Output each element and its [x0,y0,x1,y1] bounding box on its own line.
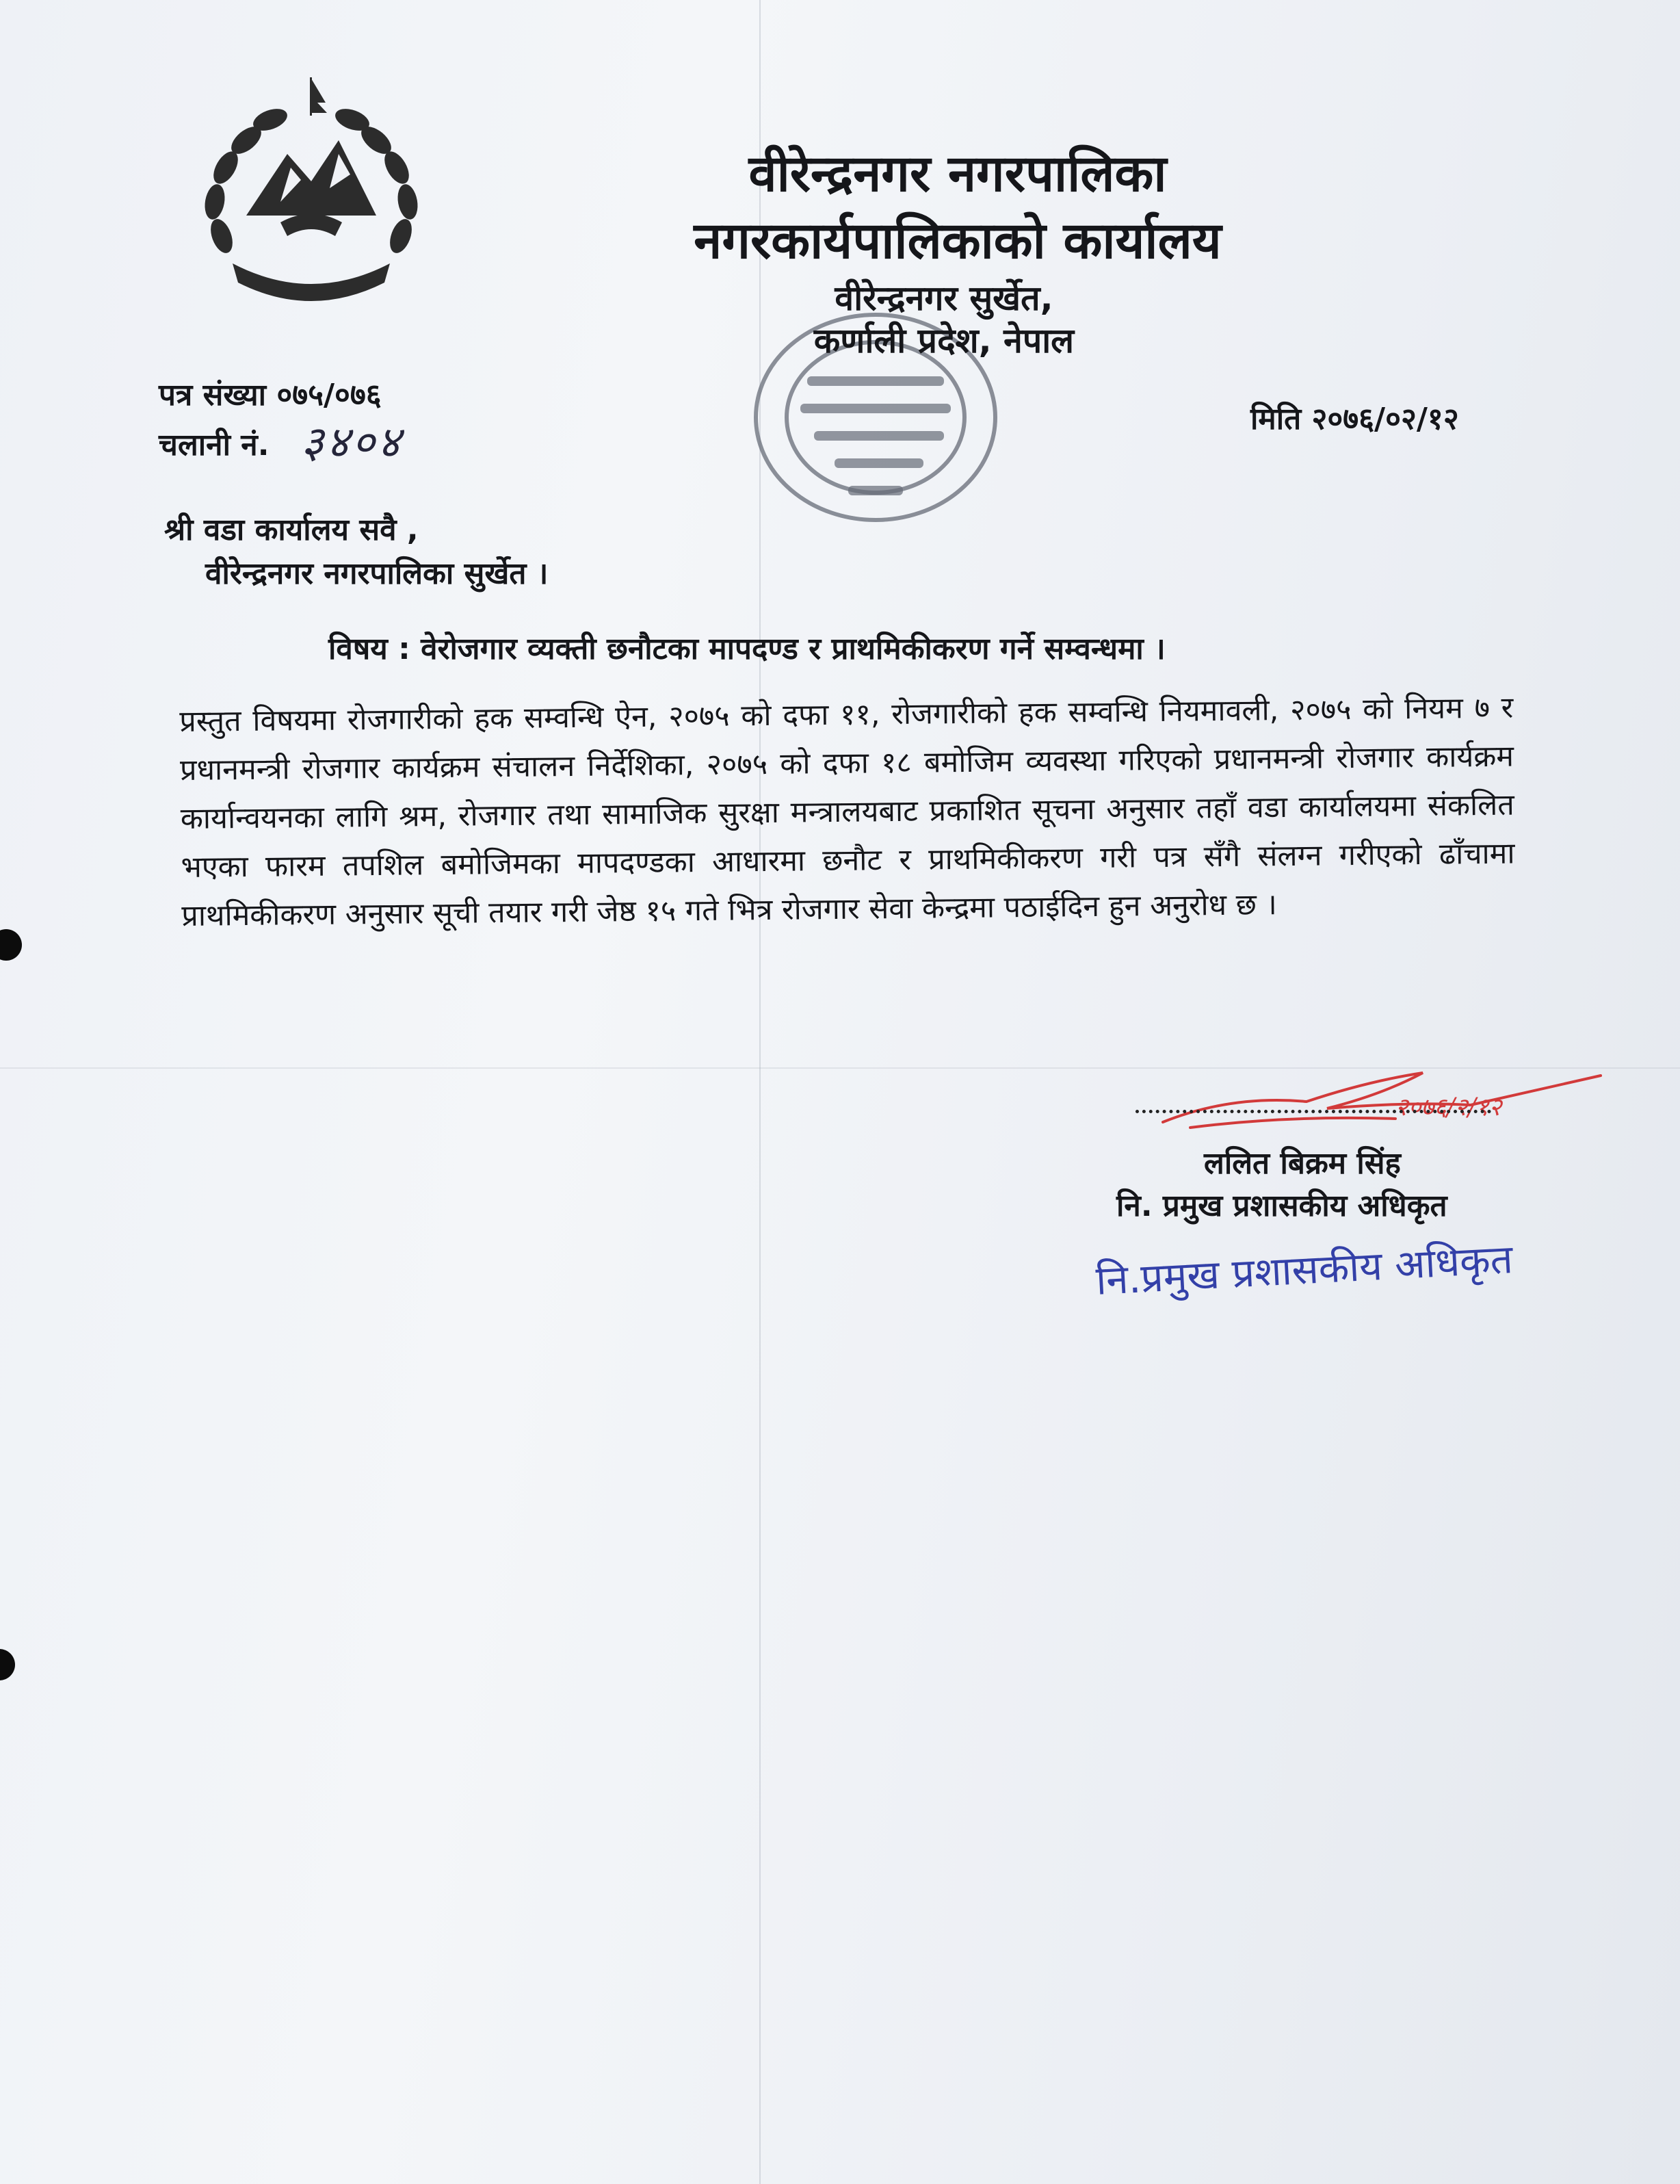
recipient-line1: श्री वडा कार्यालय सवै , [164,512,419,547]
letter-date [1250,397,1459,438]
designation-stamp: नि.प्रमुख प्रशासकीय अधिकृत [1094,1236,1514,1304]
signatory-title: नि. प्रमुख प्रशासकीय अधिकृत [1116,1188,1447,1223]
letter-number [159,373,382,414]
handwritten-signature [1149,1067,1628,1143]
subject-line [328,627,1166,668]
date-value: २०७६/०२/१२ [1311,402,1459,437]
recipient-line2: वीरेन्द्रनगर नगरपालिका सुर्खेत । [205,556,549,591]
dispatch-number-value: ३४०४ [301,417,404,468]
punch-hole-upper [0,929,22,961]
letter-body: प्रस्तुत विषयमा रोजगारीको हक सम्वन्धि ऐन, २०७५ को दफा ११, रोजगारीको हक सम्वन्धि नियमावली, २०७५ को नियम ७ र प्रधानमन्त्री रोजगार कार्यक्रम संचालन निर्देशिका, २०७५ को दफा १८ बमोजिम व्यवस्था गरिएको प्रधानमन्त्री रोजगार कार्यक्रम कार्यान्वयनका लागि श्रम, रोजगार तथा सामाजिक सुरक्षा मन्त्रालयबाट प्रकाशित सूचना अनुसार तहाँ वडा कार्यालयमा संकलित भएका फारम तपशिल बमोजिमका मापदण्डका आधारमा छनौट र प्राथमिकीकरण गरी पत्र सँगै संलग्न गरीएको ढाँचामा प्राथमिकीकरण अनुसार सूची तयार गरी जेष्ठ १५ गते भित्र रोजगार सेवा केन्द्रमा पठाईदिन हुन अनुरोध छ । [179,690,1515,933]
letter-number-label: पत्र संख्या [159,378,266,413]
nepal-emblem-icon [171,65,451,311]
signature-dotted-line [1136,1110,1491,1113]
dispatch-number [159,423,269,464]
letter-number-value: ०७५/०७६ [276,378,382,413]
office-name: नगरकार्यपालिकाको कार्यालय [694,211,1222,270]
signatory-name: ललित बिक्रम सिंह [1204,1146,1401,1181]
subject-label: विषय : [328,632,410,666]
office-address-line2: कर्णाली प्रदेश, नेपाल [813,321,1075,361]
punch-hole-lower [0,1649,15,1680]
office-address-line1: वीरेन्द्रनगर सुर्खेत, [835,278,1053,318]
date-label: मिति [1250,402,1302,437]
municipality-name: वीरेन्द्रनगर नगरपालिका [748,144,1167,203]
signature-annotation: २०७६/२/१२ [1395,1093,1502,1121]
subject-text: वेरोजगार व्यक्ती छनौटका मापदण्ड र प्राथमिकीकरण गर्ने सम्वन्धमा । [421,632,1166,666]
dispatch-number-label: चलानी नं. [159,428,270,463]
